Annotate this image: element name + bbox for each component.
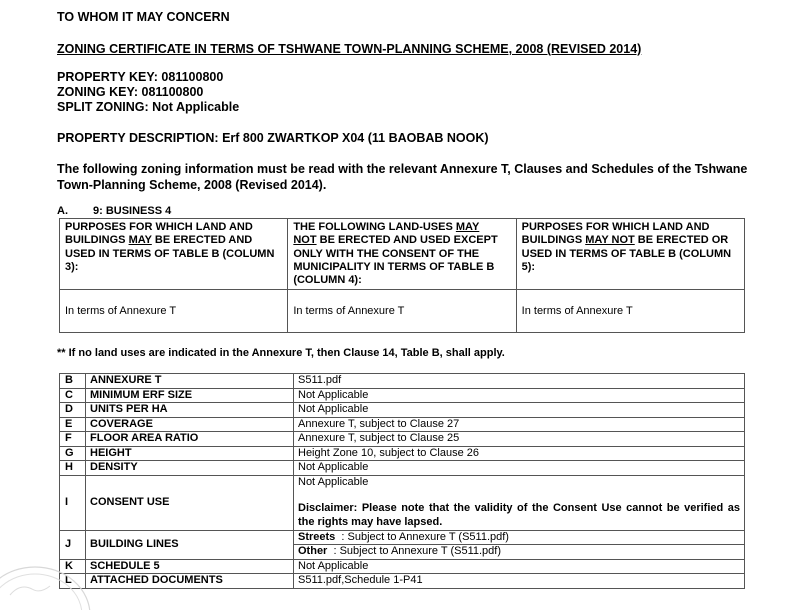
table-row: E COVERAGE Annexure T, subject to Clause 27 — [60, 417, 745, 432]
table-row: K SCHEDULE 5 Not Applicable — [60, 559, 745, 574]
column-4-value: In terms of Annexure T — [288, 290, 516, 333]
table-row: L ATTACHED DOCUMENTS S511.pdf,Schedule 1-P41 — [60, 574, 745, 589]
table-row: B ANNEXURE T S511.pdf — [60, 374, 745, 389]
certificate-title: ZONING CERTIFICATE IN TERMS OF TSHWANE TOWN-PLANNING SCHEME, 2008 (REVISED 2014) — [57, 42, 642, 56]
consent-use-row: I CONSENT USE Not Applicable Disclaimer: Please note that the validity of the Consent Use cannot be verified as the rights may have lapsed. — [60, 475, 745, 530]
table-row: H DENSITY Not Applicable — [60, 461, 745, 476]
land-use-table — [59, 218, 745, 333]
column-4-header: THE FOLLOWING LAND-USES MAY NOT BE ERECTED AND USED EXCEPT ONLY WITH THE CONSENT OF THE MUNICIPALITY IN TERMS OF TABLE B (COLUMN 4): — [288, 219, 516, 290]
streets-label: Streets — [298, 530, 336, 543]
section-label — [57, 205, 171, 217]
property-key: PROPERTY KEY: 081100800 — [57, 70, 224, 84]
zoning-details-table — [59, 373, 745, 589]
property-description: PROPERTY DESCRIPTION: Erf 800 ZWARTKOP X04 (11 BAOBAB NOOK) — [57, 131, 489, 145]
zone-name: 9: BUSINESS 4 — [93, 205, 172, 217]
split-zoning: SPLIT ZONING: Not Applicable — [57, 100, 240, 114]
column-3-value: In terms of Annexure T — [60, 290, 288, 333]
streets-value: : Subject to Annexure T (S511.pdf) — [335, 530, 509, 543]
salutation: TO WHOM IT MAY CONCERN — [57, 10, 230, 24]
table-b-note: ** If no land uses are indicated in the Annexure T, then Clause 14, Table B, shall apply. — [57, 347, 505, 359]
column-5-value: In terms of Annexure T — [516, 290, 744, 333]
building-lines-row: J BUILDING LINES Streets : Subject to Annexure T (S511.pdf) Other : Subject to Annexure T (S511.pdf) — [60, 530, 745, 559]
table-row: G HEIGHT Height Zone 10, subject to Clause 26 — [60, 446, 745, 461]
consent-use-value: Not Applicable — [298, 475, 369, 488]
column-3-header: PURPOSES FOR WHICH LAND AND BUILDINGS MAY BE ERECTED AND USED IN TERMS OF TABLE B (COLUMN 3): — [60, 219, 288, 290]
intro-paragraph: The following zoning information must be read with the relevant Annexure T, Clauses and Schedules of the Tshwane Town-Planning Scheme, 2008 (Revised 2014). — [57, 162, 748, 192]
table-row: F FLOOR AREA RATIO Annexure T, subject to Clause 25 — [60, 432, 745, 447]
table-row: D UNITS PER HA Not Applicable — [60, 403, 745, 418]
column-5-header: PURPOSES FOR WHICH LAND AND BUILDINGS MAY NOT BE ERECTED OR USED IN TERMS OF TABLE B (COLUMN 5): — [516, 219, 744, 290]
consent-disclaimer: Disclaimer: Please note that the validity of the Consent Use cannot be verified as the rights may have lapsed. — [298, 502, 740, 528]
other-label: Other — [298, 545, 328, 557]
other-value: : Subject to Annexure T (S511.pdf) — [327, 545, 502, 557]
table-row: C MINIMUM ERF SIZE Not Applicable — [60, 388, 745, 403]
section-letter: A. — [57, 205, 68, 217]
zoning-key: ZONING KEY: 081100800 — [57, 85, 204, 99]
